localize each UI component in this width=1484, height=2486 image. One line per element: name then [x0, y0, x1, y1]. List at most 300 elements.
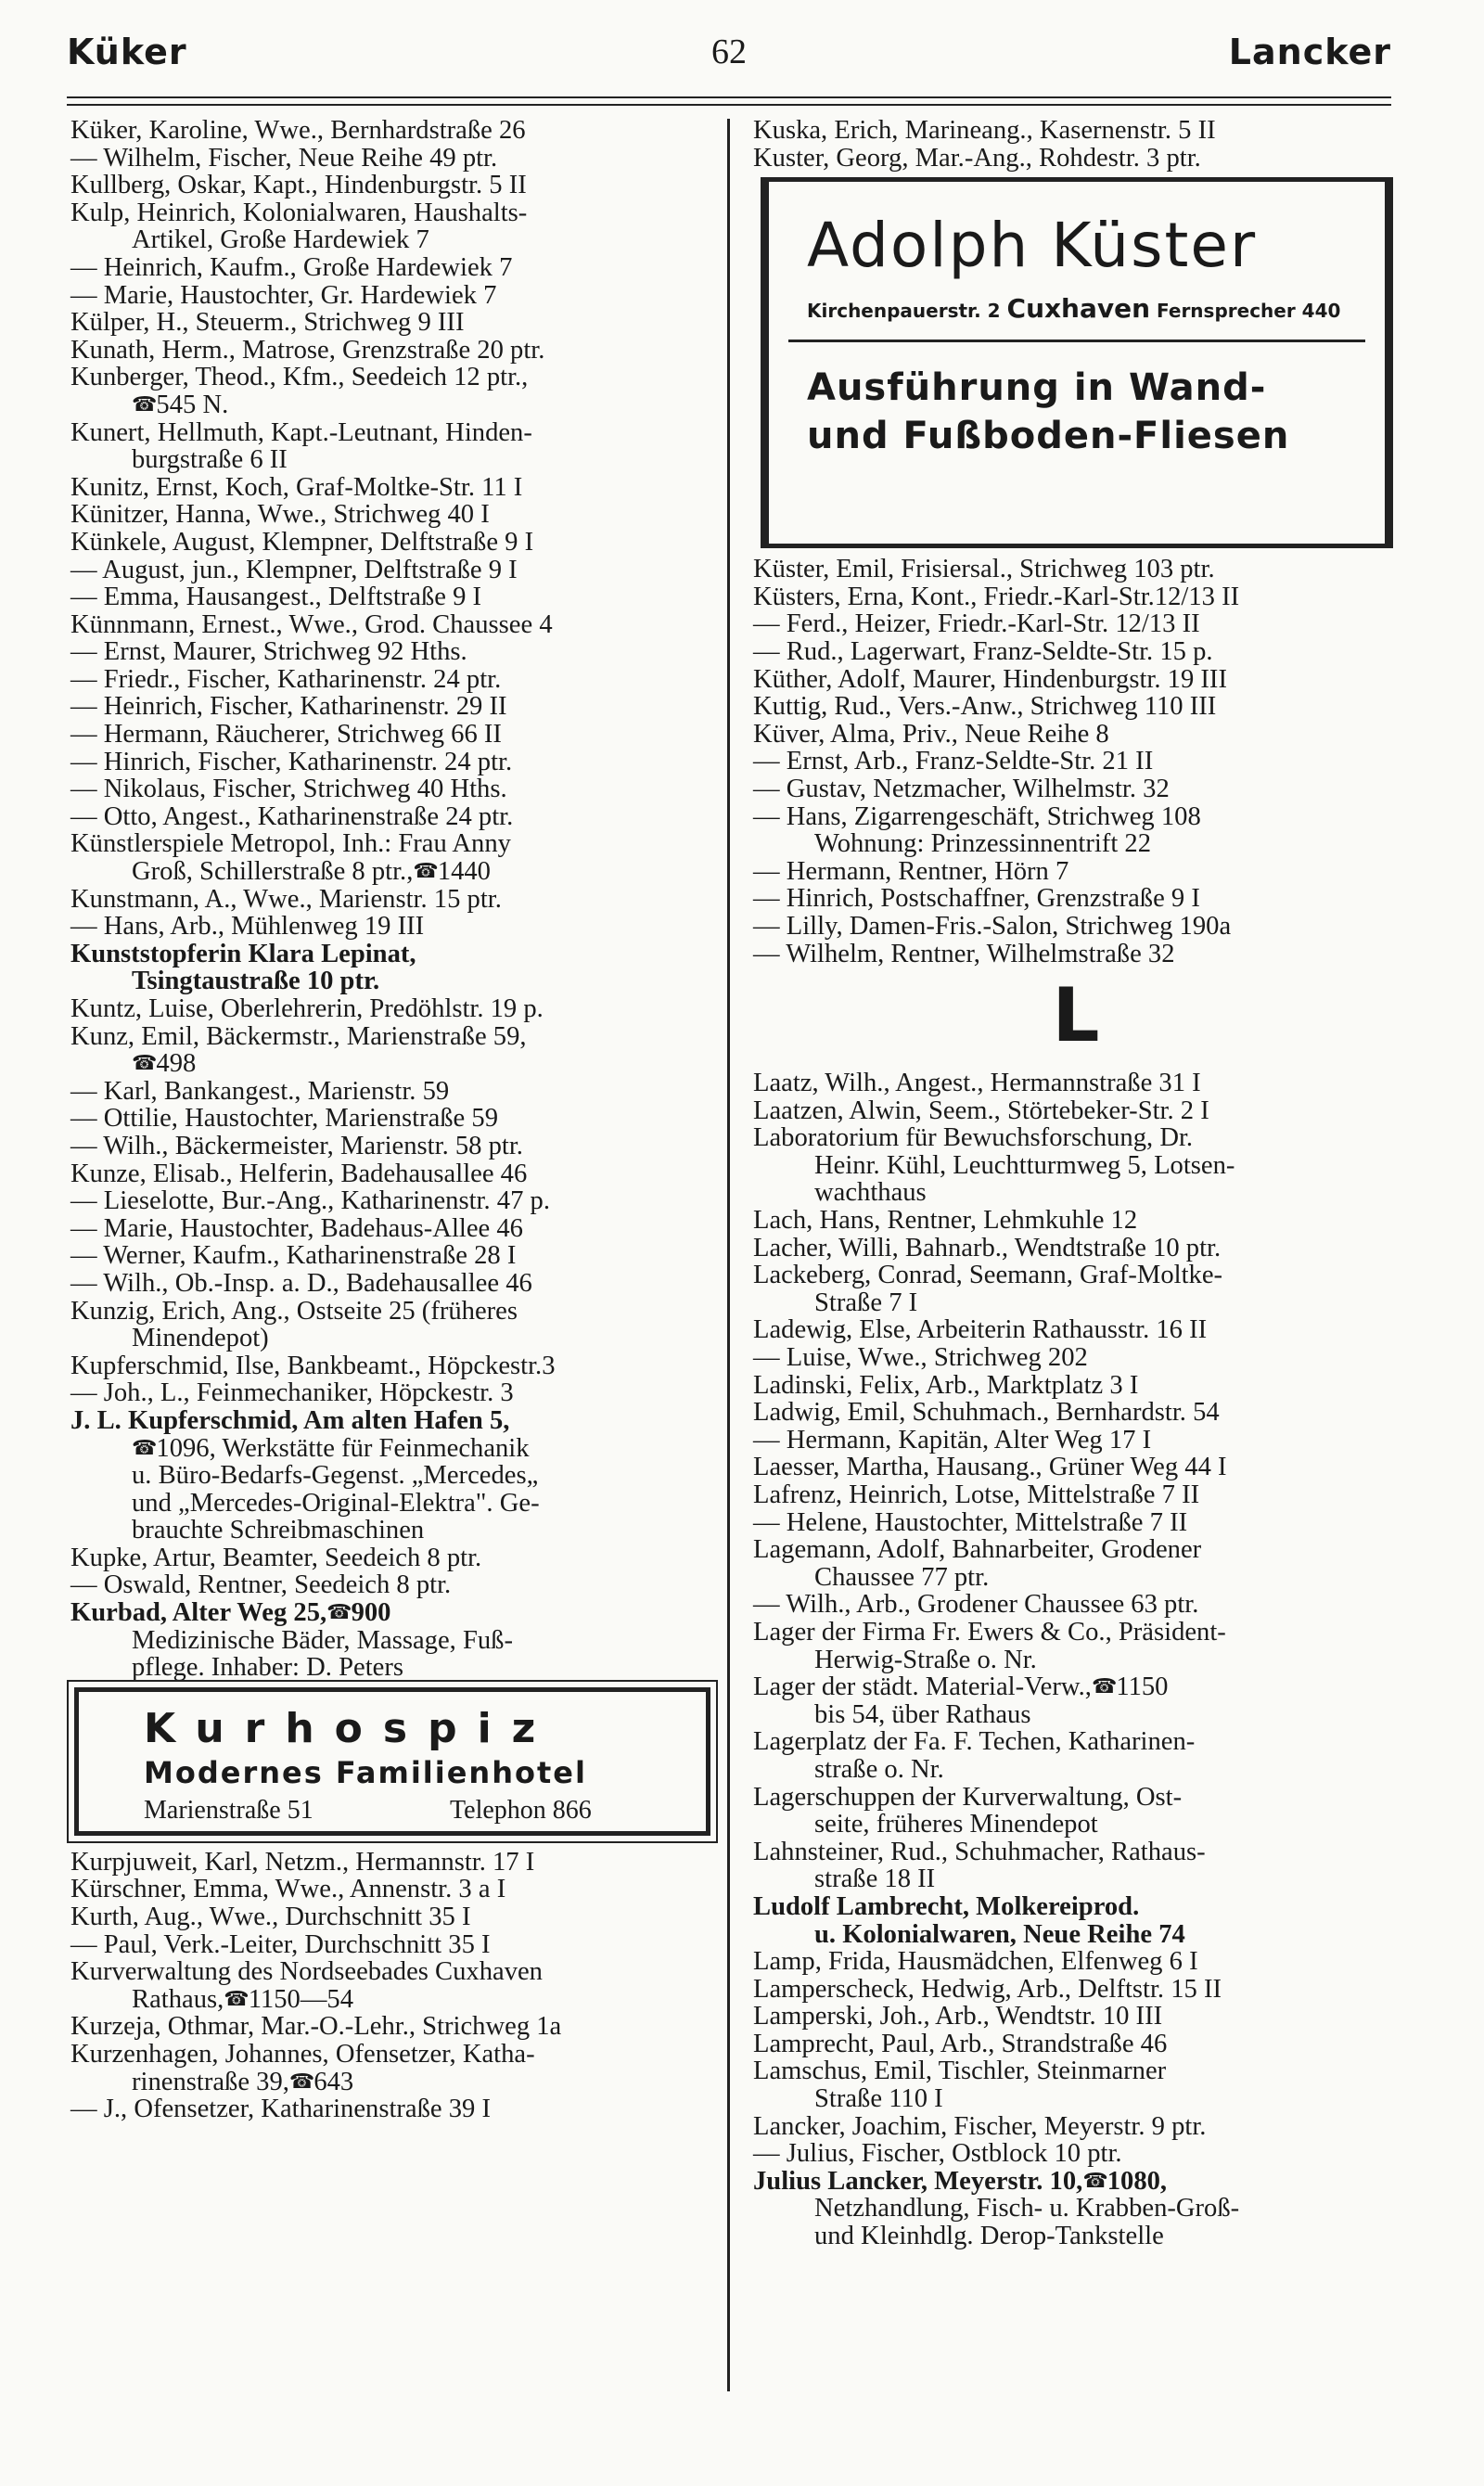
kuster-phone: Fernsprecher 440 [1157, 300, 1341, 323]
entry-text: Kuster, Georg, Mar.-Ang., Rohdestr. 3 ptr. [753, 143, 1201, 173]
entry-text: — Wilh., Arb., Grodener Chaussee 63 ptr. [753, 1590, 1199, 1620]
entry-text: Lagemann, Adolf, Bahnarbeiter, Grodener [753, 1535, 1202, 1565]
entry-text: Kunert, Hellmuth, Kapt.-Leutnant, Hinden- [70, 417, 532, 447]
right-entries-top [753, 117, 1399, 172]
directory-entry [753, 2168, 1399, 2196]
directory-entry [70, 858, 716, 886]
directory-entry [753, 1097, 1399, 1125]
entry-text: — Lilly, Damen-Fris.-Salon, Strichweg 190a [753, 911, 1232, 941]
directory-entry [70, 1023, 716, 1051]
entry-text: Kurth, Aug., Wwe., Durchschnitt 35 I [70, 1903, 471, 1932]
telephone-number: 1080, [1107, 2166, 1168, 2196]
entry-text: Kunstmann, A., Wwe., Marienstr. 15 ptr. [70, 884, 502, 914]
directory-entry [753, 830, 1399, 858]
entry-text: — Wilh., Bäckermeister, Marienstr. 58 ptr. [70, 1131, 523, 1160]
directory-entry [70, 1435, 716, 1463]
directory-entry [70, 2041, 716, 2069]
directory-entry [753, 2140, 1399, 2168]
column-divider [727, 119, 730, 2391]
entry-text: Herwig-Straße o. Nr. [814, 1645, 1037, 1674]
entry-text: Kullberg, Oskar, Kapt., Hindenburgstr. 5 II [70, 171, 527, 200]
ad-border-left [761, 182, 769, 544]
directory-entry [70, 1187, 716, 1215]
directory-entry [70, 501, 716, 529]
entry-text: Straße 7 I [814, 1288, 918, 1317]
directory-entry [753, 721, 1399, 749]
entry-text: Kunze, Elisab., Helferin, Badehausallee 46 [70, 1159, 528, 1188]
left-entries-after [70, 1849, 716, 2123]
entry-text: Laboratorium für Bewuchsforschung, Dr. [753, 1123, 1194, 1153]
left-entries [70, 117, 716, 1682]
telephone-icon: ☎ [224, 1987, 249, 2011]
entry-text: Kunberger, Theod., Kfm., Seedeich 12 ptr., [70, 363, 529, 392]
directory-entry [70, 446, 716, 474]
directory-entry [753, 1316, 1399, 1344]
telephone-icon: ☎ [132, 1436, 157, 1460]
directory-entry [70, 1876, 716, 1903]
entry-text: — Marie, Haustochter, Gr. Hardewiek 7 [70, 280, 497, 310]
directory-entry [70, 172, 716, 199]
entry-text: Küver, Alma, Priv., Neue Reihe 8 [753, 719, 1109, 749]
directory-entry [70, 913, 716, 941]
entry-text: — Gustav, Netzmacher, Wilhelmstr. 32 [753, 774, 1170, 803]
entry-text: Kuttig, Rud., Vers.-Anw., Strichweg 110 III [753, 692, 1217, 722]
kuster-specialty-line1: Ausführung in Wand- [807, 366, 1267, 410]
directory-entry [70, 1407, 716, 1435]
entry-text: Kürschner, Emma, Wwe., Annenstr. 3 a I [70, 1875, 506, 1904]
entry-text: Kunath, Herm., Matrose, Grenzstraße 20 ptr. [70, 335, 545, 365]
directory-entry [70, 1050, 716, 1078]
directory-entry [70, 1105, 716, 1133]
directory-entry [70, 282, 716, 310]
directory-entry [70, 1599, 716, 1627]
entry-text: Külper, H., Steuerm., Strichweg 9 III [70, 308, 465, 338]
directory-entry [753, 803, 1399, 831]
section-letter: L [1052, 972, 1100, 1059]
entry-text: Kurzeja, Othmar, Mar.-O.-Lehr., Strichweg 1a [70, 2012, 562, 2042]
directory-entry [753, 885, 1399, 913]
entry-text: — Hans, Zigarrengeschäft, Strichweg 108 [753, 801, 1201, 831]
directory-entry [70, 1462, 716, 1490]
directory-entry [70, 775, 716, 803]
entry-text: — Wilh., Ob.-Insp. a. D., Badehausallee 46 [70, 1268, 532, 1298]
entry-text: Lagerplatz der Fa. F. Techen, Katharinen- [753, 1727, 1196, 1757]
directory-entry [753, 941, 1399, 968]
directory-entry [753, 1839, 1399, 1866]
entry-text: — Hans, Arb., Mühlenweg 19 III [70, 912, 425, 942]
entry-text: burgstraße 6 II [132, 445, 288, 475]
directory-entry [753, 1207, 1399, 1235]
directory-entry [70, 117, 716, 145]
header-rule [67, 96, 1391, 106]
directory-entry [753, 1564, 1399, 1592]
entry-text: — Helene, Haustochter, Mittelstraße 7 II [753, 1507, 1188, 1537]
telephone-number: 1440 [437, 857, 491, 887]
telephone-number: 900 [351, 1598, 391, 1628]
entry-text: Lackeberg, Conrad, Seemann, Graf-Moltke- [753, 1261, 1223, 1290]
entry-text: straße 18 II [814, 1864, 936, 1894]
directory-entry [70, 2069, 716, 2096]
entry-text: — Julius, Fischer, Ostblock 10 ptr. [753, 2139, 1122, 2169]
directory-entry [753, 1893, 1399, 1921]
entry-text: Artikel, Große Hardewiek 7 [132, 225, 429, 255]
entry-text: — Friedr., Fischer, Katharinenstr. 24 ptr. [70, 664, 502, 694]
entry-text: Kuska, Erich, Marineang., Kasernenstr. 5 II [753, 116, 1216, 145]
entry-text: Rathaus, [132, 1984, 224, 2014]
entry-text: — Luise, Wwe., Strichweg 202 [753, 1343, 1088, 1373]
directory-entry [70, 1133, 716, 1160]
directory-entry [753, 1948, 1399, 1976]
entry-text: 498 [156, 1049, 197, 1079]
right-entries [753, 556, 1399, 967]
kurhospiz-address: Marienstraße 51 [144, 1795, 313, 1825]
directory-entry [753, 1124, 1399, 1152]
entry-text: seite, früheres Minendepot [814, 1810, 1098, 1839]
telephone-number: 1150—54 [248, 1984, 354, 2014]
entry-text: — J., Ofensetzer, Katharinenstraße 39 I [70, 2095, 492, 2124]
directory-entry [70, 693, 716, 721]
entry-text: — Emma, Hausangest., Delftstraße 9 I [70, 583, 482, 612]
entry-text: Kurverwaltung des Nordseebades Cuxhaven [70, 1957, 543, 1987]
header-left-keyword: Küker [67, 32, 187, 72]
entry-text: Lagerschuppen der Kurverwaltung, Ost- [753, 1782, 1183, 1812]
directory-entry [753, 145, 1399, 173]
kurhospiz-subtitle: Modernes Familienhotel [144, 1754, 587, 1790]
directory-entry [753, 693, 1399, 721]
ad-border-right [1385, 182, 1393, 544]
entry-text: Lacher, Willi, Bahnarb., Wendtstraße 10 ptr. [753, 1233, 1222, 1262]
directory-entry [70, 830, 716, 858]
directory-entry [70, 1352, 716, 1380]
directory-entry [70, 529, 716, 557]
entry-text: Kunststopferin Klara Lepinat, [70, 939, 416, 968]
directory-entry [753, 1976, 1399, 2004]
kuster-rule [788, 340, 1365, 342]
entry-text: — Hinrich, Postschaffner, Grenzstraße 9 I [753, 884, 1200, 914]
directory-entry [753, 638, 1399, 666]
entry-text: — Hermann, Räucherer, Strichweg 66 II [70, 720, 502, 750]
directory-entry [70, 1325, 716, 1352]
right-entries-after [753, 1070, 1399, 2250]
entry-text: — August, jun., Klempner, Delftstraße 9 I [70, 555, 518, 584]
entry-text: — Wilhelm, Rentner, Wilhelmstraße 32 [753, 939, 1175, 968]
entry-text: Kunz, Emil, Bäckermstr., Marienstraße 59, [70, 1021, 527, 1051]
entry-text: Ludolf Lambrecht, Molkereiprod. [753, 1891, 1140, 1921]
entry-text: — Heinrich, Fischer, Katharinenstr. 29 II [70, 692, 507, 722]
directory-entry [70, 803, 716, 831]
entry-text: Küker, Karoline, Wwe., Bernhardstraße 26 [70, 116, 526, 145]
entry-text: pflege. Inhaber: D. Peters [132, 1653, 403, 1683]
directory-entry [753, 2195, 1399, 2223]
telephone-icon: ☎ [413, 860, 438, 884]
directory-entry [70, 1627, 716, 1655]
entry-text: und Kleinhdlg. Derop-Tankstelle [814, 2222, 1164, 2251]
entry-text: — Karl, Bankangest., Marienstr. 59 [70, 1076, 450, 1106]
entry-text: — Oswald, Rentner, Seedeich 8 ptr. [70, 1570, 452, 1600]
entry-text: Wohnung: Prinzessinnentrift 22 [814, 829, 1152, 859]
entry-text: — Hermann, Rentner, Hörn 7 [753, 856, 1069, 886]
entry-text: — Ferd., Heizer, Friedr.-Karl-Str. 12/13 II [753, 609, 1200, 639]
entry-text: Chaussee 77 ptr. [814, 1562, 990, 1592]
entry-text: — Rud., Lagerwart, Franz-Seldte-Str. 15 p. [753, 636, 1213, 666]
directory-entry [753, 1481, 1399, 1509]
entry-text: bis 54, über Rathaus [814, 1699, 1031, 1729]
directory-entry [753, 2223, 1399, 2250]
directory-entry [70, 337, 716, 365]
directory-entry [70, 941, 716, 968]
directory-entry [70, 557, 716, 584]
entry-text: — Nikolaus, Fischer, Strichweg 40 Hths. [70, 775, 507, 804]
directory-entry [753, 1152, 1399, 1180]
entry-text: — Ottilie, Haustochter, Marienstraße 59 [70, 1104, 498, 1134]
kuster-city: Cuxhaven [1006, 293, 1151, 325]
entry-text: Kulp, Heinrich, Kolonialwaren, Haushalts- [70, 198, 528, 227]
directory-entry [753, 1756, 1399, 1784]
directory-entry [70, 226, 716, 254]
entry-text: — Hermann, Kapitän, Alter Weg 17 I [753, 1425, 1152, 1454]
telephone-number: 1150 [1116, 1672, 1169, 1702]
telephone-icon: ☎ [326, 1601, 352, 1625]
entry-text: Lamp, Frida, Hausmädchen, Elfenweg 6 I [753, 1947, 1198, 1977]
entry-text: straße o. Nr. [814, 1754, 944, 1784]
directory-entry [753, 1509, 1399, 1537]
entry-text: Medizinische Bäder, Massage, Fuß- [132, 1625, 513, 1655]
entry-text: — Otto, Angest., Katharinenstraße 24 ptr. [70, 801, 514, 831]
directory-entry [753, 2057, 1399, 2085]
directory-entry [753, 2003, 1399, 2031]
directory-entry [70, 254, 716, 282]
directory-entry [70, 1242, 716, 1270]
entry-text: Ladewig, Else, Arbeiterin Rathausstr. 16 II [753, 1315, 1208, 1345]
directory-entry [753, 1701, 1399, 1729]
entry-text: und „Mercedes-Original-Elektra". Ge- [132, 1488, 540, 1518]
directory-entry [70, 1654, 716, 1682]
entry-text: — Hinrich, Fischer, Katharinenstr. 24 ptr. [70, 747, 513, 776]
entry-text: Tsingtaustraße 10 ptr. [132, 967, 380, 996]
kuster-specialty-line2: und Fußboden-Fliesen [807, 415, 1290, 458]
directory-entry [753, 1372, 1399, 1400]
directory-entry [70, 1903, 716, 1931]
entry-text: — Wilhelm, Fischer, Neue Reihe 49 ptr. [70, 143, 498, 173]
entry-text: Lach, Hans, Rentner, Lehmkuhle 12 [753, 1206, 1138, 1236]
telephone-icon: ☎ [288, 2070, 314, 2094]
entry-text: — Joh., L., Feinmechaniker, Höpckestr. 3 [70, 1378, 514, 1408]
telephone-icon: ☎ [132, 1052, 157, 1076]
entry-text: Lamprecht, Paul, Arb., Strandstraße 46 [753, 2029, 1168, 2058]
directory-entry [70, 391, 716, 419]
directory-entry [753, 1454, 1399, 1481]
directory-entry [70, 1215, 716, 1243]
entry-text: Laatz, Wilh., Angest., Hermannstraße 31 I [753, 1069, 1201, 1098]
directory-entry [753, 1811, 1399, 1839]
entry-text: Kuntz, Luise, Oberlehrerin, Predöhlstr. 19 p. [70, 994, 544, 1023]
entry-text: Lahnsteiner, Rud., Schuhmacher, Rathaus- [753, 1837, 1206, 1866]
entry-text: Heinr. Kühl, Leuchtturmweg 5, Lotsen- [814, 1150, 1235, 1180]
directory-entry [70, 749, 716, 776]
directory-entry [70, 199, 716, 227]
page-header [67, 32, 1391, 87]
directory-entry [753, 1070, 1399, 1097]
directory-entry [753, 775, 1399, 803]
entry-text: Lamperski, Joh., Arb., Wendtstr. 10 III [753, 2002, 1163, 2031]
entry-text: Kunitz, Ernst, Koch, Graf-Moltke-Str. 11 I [70, 472, 523, 502]
directory-entry [70, 721, 716, 749]
directory-entry [70, 2013, 716, 2041]
directory-entry [753, 1865, 1399, 1893]
entry-text: Kupferschmid, Ilse, Bankbeamt., Höpckestr.3 [70, 1351, 556, 1380]
telephone-number: 643 [313, 2067, 354, 2096]
left-column [70, 117, 716, 2123]
directory-entry [70, 145, 716, 173]
directory-entry [70, 1298, 716, 1326]
entry-text: u. Büro-Bedarfs-Gegenst. „Mercedes„ [132, 1461, 539, 1491]
directory-entry [753, 556, 1399, 583]
directory-entry [70, 1517, 716, 1544]
entry-text: — Werner, Kaufm., Katharinenstraße 28 I [70, 1241, 517, 1271]
entry-text: Lancker, Joachim, Fischer, Meyerstr. 9 ptr. [753, 2111, 1207, 2141]
directory-entry [70, 611, 716, 639]
directory-entry [753, 1673, 1399, 1701]
directory-entry [70, 583, 716, 611]
directory-entry [70, 364, 716, 391]
entry-text: brauchte Schreibmaschinen [132, 1516, 425, 1545]
telephone-icon: ☎ [1091, 1675, 1117, 1699]
kuster-advertisement [761, 177, 1393, 548]
directory-entry [753, 1399, 1399, 1427]
entry-text: — Paul, Verk.-Leiter, Durchschnitt 35 I [70, 1929, 491, 1959]
directory-entry [70, 1490, 716, 1518]
entry-text: — Marie, Haustochter, Badehaus-Allee 46 [70, 1213, 523, 1243]
entry-text: 1096, Werkstätte für Feinmechanik [156, 1433, 530, 1463]
entry-text: Netzhandlung, Fisch- u. Krabben-Groß- [814, 2194, 1240, 2223]
entry-text: u. Kolonialwaren, Neue Reihe 74 [814, 1919, 1185, 1949]
entry-text: Lager der städt. Material-Verw., [753, 1672, 1092, 1702]
directory-entry [753, 1344, 1399, 1372]
entry-text: — Ernst, Maurer, Strichweg 92 Hths. [70, 637, 467, 667]
directory-entry [753, 1921, 1399, 1949]
entry-text: Künnmann, Ernest., Wwe., Grod. Chaussee 4 [70, 609, 553, 639]
directory-entry [70, 1986, 716, 2014]
directory-entry [753, 1262, 1399, 1289]
right-column [753, 117, 1399, 2250]
entry-text: Küsters, Erna, Kont., Friedr.-Karl-Str.12/13 II [753, 582, 1240, 611]
kurhospiz-advertisement [74, 1687, 710, 1836]
kurhospiz-title: Kurhospiz [144, 1704, 556, 1752]
directory-entry [70, 666, 716, 694]
entry-text: Julius Lancker, Meyerstr. 10, [753, 2166, 1083, 2196]
entry-text: Küther, Adolf, Maurer, Hindenburgstr. 19 III [753, 664, 1227, 694]
entry-text: — Ernst, Arb., Franz-Seldte-Str. 21 II [753, 747, 1154, 776]
entry-text: Straße 110 I [814, 2084, 943, 2114]
directory-entry [753, 748, 1399, 775]
directory-entry [753, 2085, 1399, 2113]
directory-entry [70, 1379, 716, 1407]
directory-entry [70, 1958, 716, 1986]
directory-entry [70, 309, 716, 337]
directory-entry [70, 1849, 716, 1877]
directory-entry [753, 1179, 1399, 1207]
directory-entry [753, 583, 1399, 611]
entry-text: Kurzenhagen, Johannes, Ofensetzer, Katha- [70, 2040, 535, 2069]
entry-text: Minendepot) [132, 1324, 269, 1353]
entry-text: wachthaus [814, 1178, 927, 1208]
entry-text: Kurpjuweit, Karl, Netzm., Hermannstr. 17 I [70, 1847, 535, 1877]
entry-text: Küster, Emil, Frisiersal., Strichweg 103 ptr. [753, 555, 1215, 584]
directory-entry [70, 638, 716, 666]
entry-text: Groß, Schillerstraße 8 ptr., [132, 857, 414, 887]
directory-entry [70, 1931, 716, 1959]
directory-entry [70, 1544, 716, 1572]
entry-text: 545 N. [156, 390, 229, 419]
entry-text: J. L. Kupferschmid, Am alten Hafen 5, [70, 1405, 510, 1435]
directory-entry [70, 1160, 716, 1188]
directory-entry [753, 2031, 1399, 2058]
directory-entry [70, 419, 716, 447]
kuster-contact-line [807, 293, 1340, 324]
directory-entry [753, 1536, 1399, 1564]
directory-entry [753, 1647, 1399, 1674]
kurhospiz-telephone: Telephon 866 [450, 1795, 592, 1825]
directory-entry [753, 1427, 1399, 1454]
entry-text: Lamperscheck, Hedwig, Arb., Delftstr. 15 II [753, 1974, 1222, 2004]
entry-text: Kunzig, Erich, Ang., Ostseite 25 (früheres [70, 1296, 518, 1326]
entry-text: Künstlerspiele Metropol, Inh.: Frau Anny [70, 829, 511, 859]
kuster-name: Adolph Küster [807, 210, 1258, 282]
entry-text: Lager der Firma Fr. Ewers & Co., Präsident- [753, 1617, 1226, 1647]
entry-text: Laatzen, Alwin, Seem., Störtebeker-Str. 2 I [753, 1096, 1209, 1125]
entry-text: Ladwig, Emil, Schuhmach., Bernhardstr. 54 [753, 1398, 1220, 1428]
directory-entry [753, 1784, 1399, 1812]
entry-text: rinenstraße 39, [132, 2067, 289, 2096]
entry-text: — Lieselotte, Bur.-Ang., Katharinenstr. 47 p. [70, 1186, 550, 1216]
directory-entry [753, 1619, 1399, 1647]
entry-text: Laesser, Martha, Hausang., Grüner Weg 44 I [753, 1453, 1227, 1482]
directory-entry [70, 995, 716, 1023]
directory-entry [753, 1289, 1399, 1317]
kuster-specialty [807, 364, 1365, 460]
directory-entry [753, 913, 1399, 941]
directory-entry [753, 1728, 1399, 1756]
entry-text: Kupke, Artur, Beamter, Seedeich 8 ptr. [70, 1543, 482, 1572]
directory-entry [753, 610, 1399, 638]
directory-entry [70, 2095, 716, 2123]
directory-entry [753, 117, 1399, 145]
entry-text: — Heinrich, Kaufm., Große Hardewiek 7 [70, 252, 513, 282]
kuster-street: Kirchenpauerstr. 2 [807, 300, 1001, 323]
directory-entry [70, 1078, 716, 1106]
directory-entry [70, 886, 716, 914]
entry-text: Ladinski, Felix, Arb., Marktplatz 3 I [753, 1370, 1139, 1400]
entry-text: Lamschus, Emil, Tischler, Steinmarner [753, 2057, 1167, 2086]
directory-entry [753, 2113, 1399, 2141]
directory-entry [753, 858, 1399, 886]
directory-entry [70, 967, 716, 995]
page-number: 62 [711, 32, 747, 71]
entry-text: Künitzer, Hanna, Wwe., Strichweg 40 I [70, 500, 490, 530]
directory-entry [70, 474, 716, 502]
entry-text: Kurbad, Alter Weg 25, [70, 1598, 327, 1628]
directory-entry [753, 1235, 1399, 1262]
entry-text: Lafrenz, Heinrich, Lotse, Mittelstraße 7 II [753, 1480, 1200, 1509]
telephone-icon: ☎ [1082, 2169, 1107, 2193]
directory-entry [70, 1571, 716, 1599]
header-right-keyword: Lancker [1228, 32, 1391, 72]
directory-entry [753, 1591, 1399, 1619]
telephone-icon: ☎ [132, 392, 157, 416]
entry-text: Künkele, August, Klempner, Delftstraße 9 I [70, 527, 534, 557]
directory-entry [70, 1270, 716, 1298]
directory-entry [753, 666, 1399, 694]
